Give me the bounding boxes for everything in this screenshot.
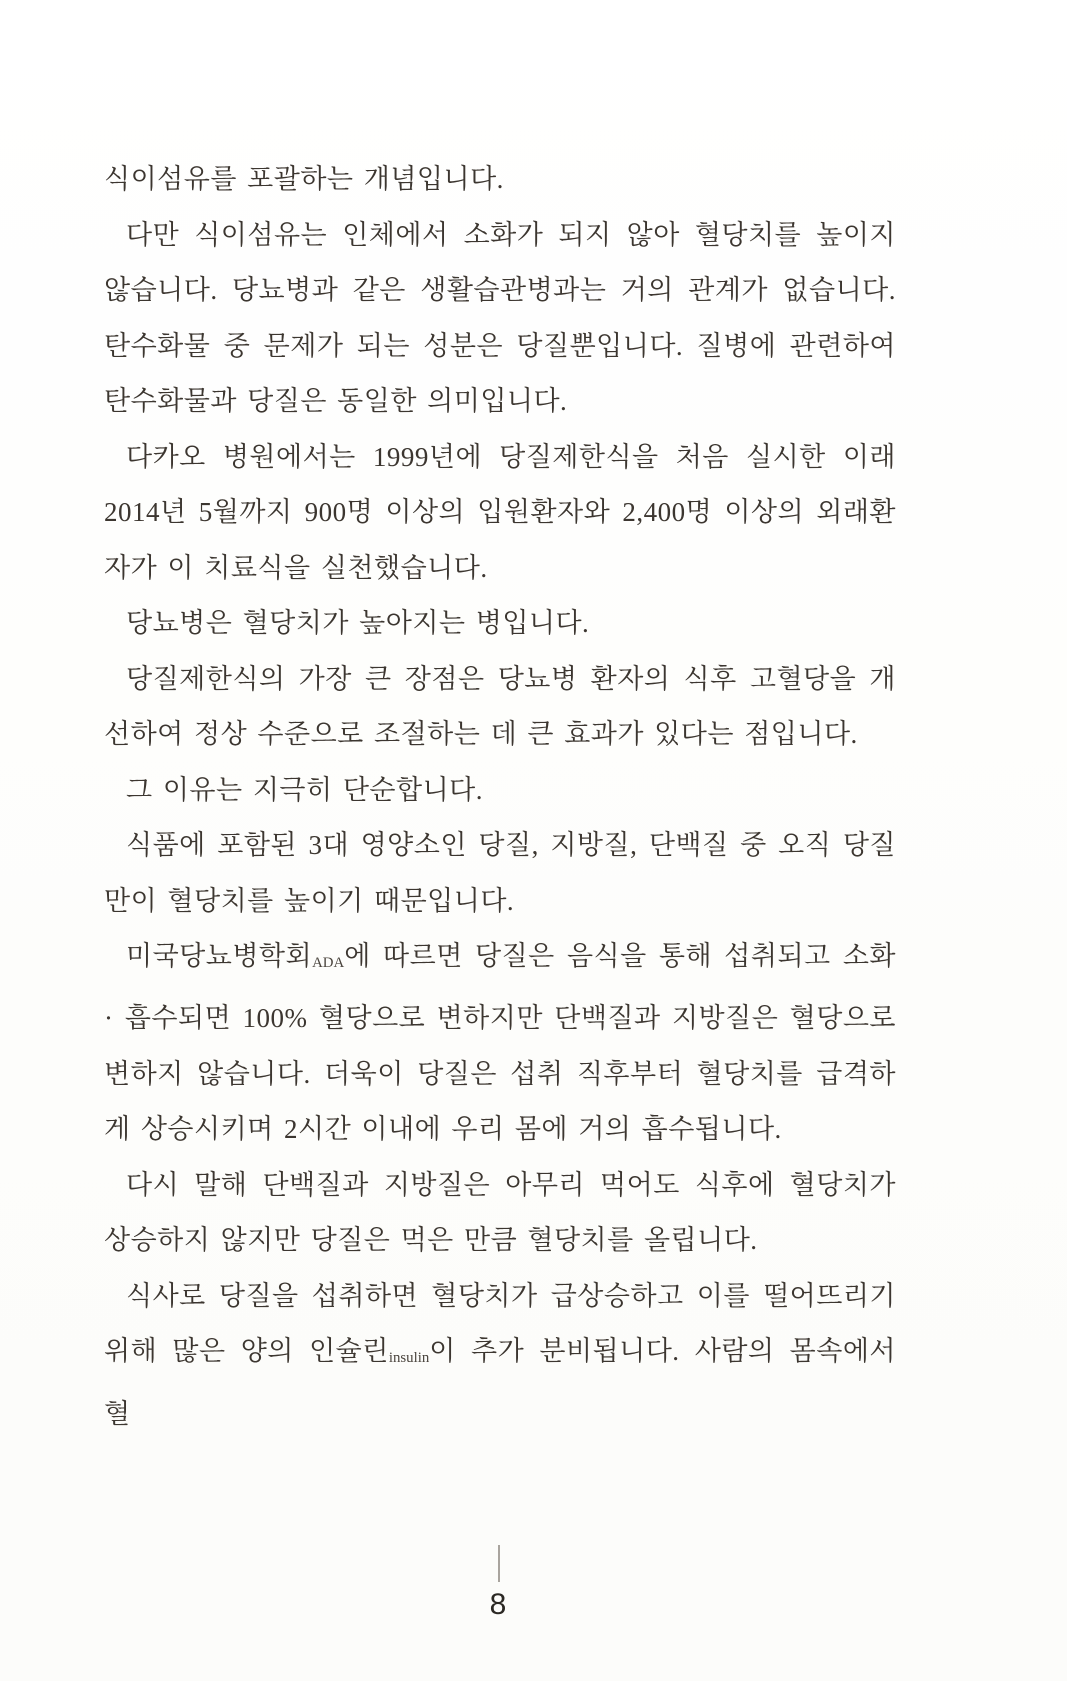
footer-mark bbox=[498, 1545, 500, 1582]
paragraph bbox=[104, 1269, 896, 1442]
paragraph bbox=[104, 208, 896, 430]
text-run: 이 추가 분비됩니다. 사람의 몸속에서 혈 bbox=[104, 1336, 896, 1429]
text-run: 식품에 포함된 3대 영양소인 당질, 지방질, 단백질 중 오직 당질만이 혈당치를 높이기 때문입니다. bbox=[104, 830, 896, 916]
text-run: 당질제한식의 가장 큰 장점은 당뇨병 환자의 식후 고혈당을 개선하여 정상 수준으로 조절하는 데 큰 효과가 있다는 점입니다. bbox=[104, 663, 896, 749]
text-run: 다만 식이섬유는 인체에서 소화가 되지 않아 혈당치를 높이지 않습니다. 당뇨병과 같은 생활습관병과는 거의 관계가 없습니다. 탄수화물 중 문제가 되는 성분은 당질뿐입니다. 질병에 관련하여 탄수화물과 당질은 동일한 의미입니다. bbox=[104, 219, 896, 416]
text-run: 에 따르면 당질은 음식을 통해 섭취되고 소화 · 흡수되면 100% 혈당으로 변하지만 단백질과 지방질은 혈당으로 변하지 않습니다. 더욱이 당질은 섭취 직후부터 혈당치를 급격하게 상승시키며 2시간 이내에 우리 몸에 거의 흡수됩니다. bbox=[104, 941, 896, 1145]
text-run: 식사로 당질을 섭취하면 혈당치가 급상승하고 이를 떨어뜨리기 위해 많은 양의 인슐린 bbox=[104, 1280, 896, 1367]
inline-annotation: ADA bbox=[312, 954, 345, 971]
paragraph bbox=[104, 152, 896, 208]
page-number: 8 bbox=[489, 1588, 507, 1621]
paragraph bbox=[104, 929, 896, 1158]
text-block bbox=[104, 152, 896, 1442]
inline-annotation: insulin bbox=[388, 1350, 430, 1367]
paragraph bbox=[104, 1158, 896, 1269]
paragraph bbox=[104, 763, 896, 819]
paragraph bbox=[104, 652, 896, 763]
paragraph bbox=[104, 818, 896, 929]
text-run: 다카오 병원에서는 1999년에 당질제한식을 처음 실시한 이래 2014년 5월까지 900명 이상의 입원환자와 2,400명 이상의 외래환자가 이 치료식을 실천했습니다. bbox=[104, 441, 896, 583]
text-run: 식이섬유를 포괄하는 개념입니다. bbox=[104, 164, 504, 194]
text-run: 그 이유는 지극히 단순합니다. bbox=[126, 774, 483, 805]
text-run: 다시 말해 단백질과 지방질은 아무리 먹어도 식후에 혈당치가 상승하지 않지만 당질은 먹은 만큼 혈당치를 올립니다. bbox=[104, 1169, 896, 1256]
paragraph bbox=[104, 430, 896, 597]
text-run: 미국당뇨병학회 bbox=[126, 941, 313, 971]
paragraph bbox=[104, 596, 896, 652]
text-run: 당뇨병은 혈당치가 높아지는 병입니다. bbox=[126, 608, 590, 638]
